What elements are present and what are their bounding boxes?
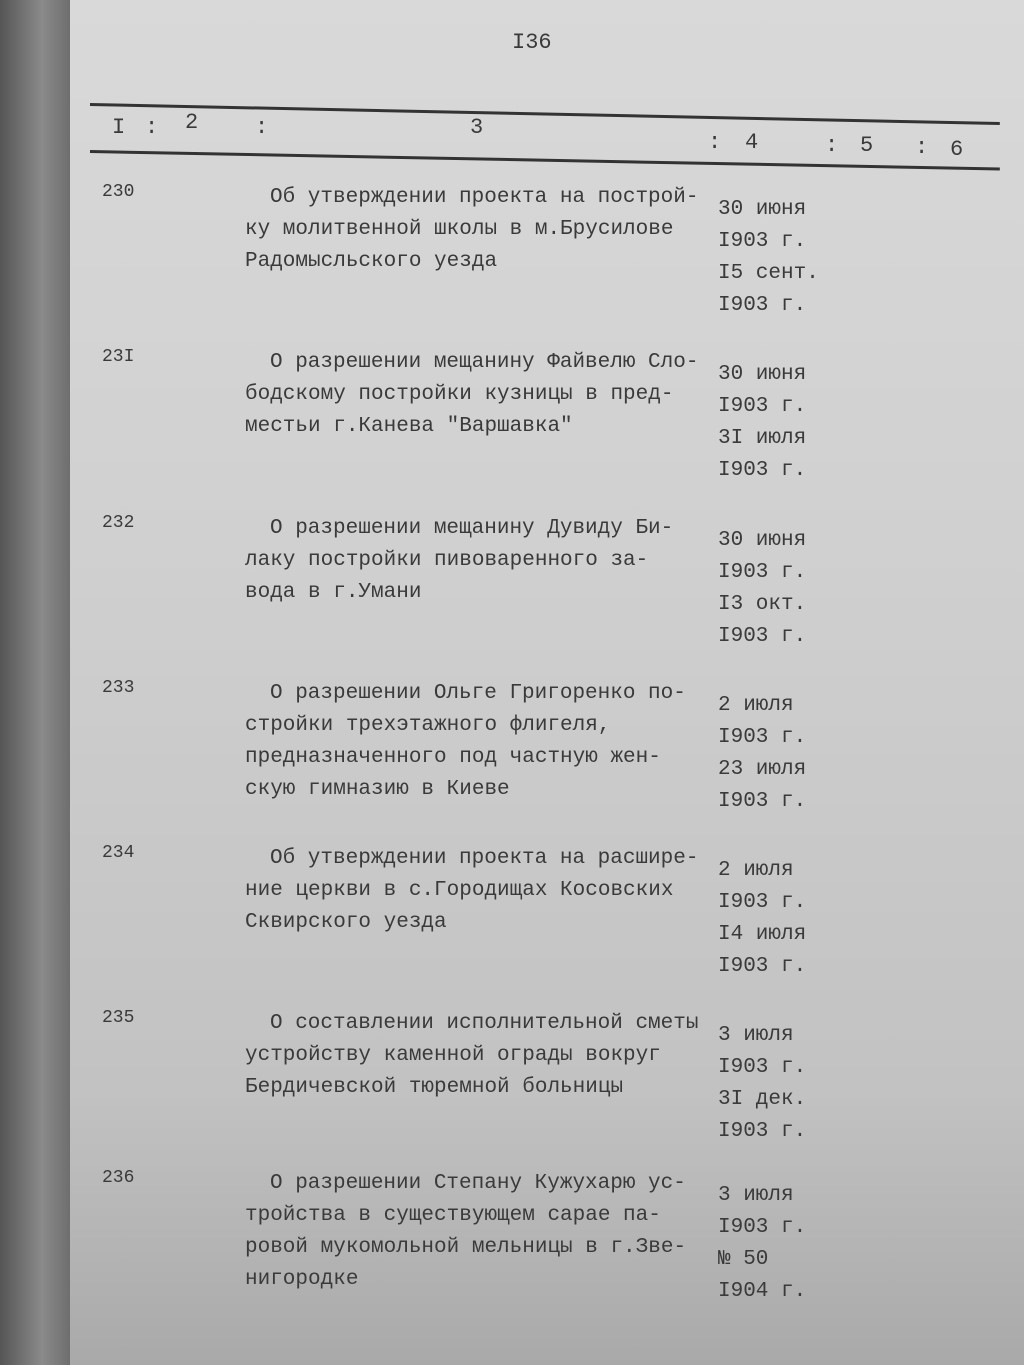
entry-number: 230 (102, 182, 135, 202)
description-line: О разрешении Ольге Григоренко по- (270, 682, 686, 705)
date-line: I903 г. (718, 955, 807, 978)
description-line: Сквирского уезда (245, 911, 447, 934)
date-line: I903 г. (718, 790, 807, 813)
description-line: О разрешении мещанину Файвелю Сло- (270, 351, 699, 374)
description-line: ку молитвенной школы в м.Брусилове (245, 218, 674, 241)
entry-number: 232 (102, 513, 135, 533)
date-line: I903 г. (718, 1216, 807, 1239)
date-line: I904 г. (718, 1280, 807, 1303)
date-line: I5 сент. (718, 262, 819, 285)
description-line: стройки трехэтажного флигеля, (245, 714, 611, 737)
date-line: 2 июля (718, 694, 794, 717)
description-line: О разрешении мещанину Дувиду Би- (270, 517, 674, 540)
description-line: местьи г.Канева "Варшавка" (245, 415, 573, 438)
description-line: скую гимназию в Киеве (245, 778, 510, 801)
col-sep: : (915, 135, 929, 160)
entry-dates (718, 525, 806, 653)
date-line: I3 окт. (718, 593, 807, 616)
entry-description (245, 182, 698, 278)
date-line: I903 г. (718, 726, 807, 749)
date-line: 2 июля (718, 859, 794, 882)
col-sep: : (708, 130, 722, 155)
entry (0, 843, 1024, 1003)
description-line: О разрешении Степану Кужухарю ус- (270, 1172, 686, 1195)
entry (0, 678, 1024, 838)
date-line: I903 г. (718, 230, 807, 253)
date-line: I903 г. (718, 459, 807, 482)
entry-description (245, 347, 698, 443)
col-header-4: 4 (745, 130, 759, 155)
description-line: лаку постройки пивоваренного за- (245, 549, 649, 572)
col-header-6: 6 (950, 137, 964, 162)
description-line: предназначенного под частную жен- (245, 746, 661, 769)
description-line: Об утверждении проекта на построй- (270, 186, 699, 209)
page-number: I36 (512, 30, 552, 55)
entry-description (245, 1168, 686, 1296)
col-sep: : (145, 115, 159, 140)
date-line: 3I июля (718, 427, 807, 450)
date-line: 3 июля (718, 1184, 794, 1207)
date-line: 30 июня (718, 529, 807, 552)
date-line: 23 июля (718, 758, 807, 781)
entry-dates (718, 359, 806, 487)
entry (0, 347, 1024, 507)
entry-description (245, 843, 698, 939)
col-sep: : (825, 133, 839, 158)
entry-dates (718, 855, 806, 983)
date-line: 30 июня (718, 363, 807, 386)
col-sep: : (255, 115, 269, 140)
date-line: 3 июля (718, 1024, 794, 1047)
description-line: ние церкви в с.Городищах Косовских (245, 879, 674, 902)
description-line: нигородке (245, 1268, 359, 1291)
date-line: 30 июня (718, 198, 807, 221)
entry-number: 234 (102, 843, 135, 863)
entry (0, 182, 1024, 342)
col-header-1: I (112, 115, 126, 140)
date-line: I903 г. (718, 1120, 807, 1143)
date-line: I903 г. (718, 294, 807, 317)
description-line: устройству каменной ограды вокруг (245, 1044, 661, 1067)
col-header-2: 2 (185, 110, 199, 135)
date-line: I903 г. (718, 891, 807, 914)
entry-number: 235 (102, 1008, 135, 1028)
entry-dates (718, 194, 819, 322)
col-header-3: 3 (470, 115, 484, 140)
entry-number: 233 (102, 678, 135, 698)
entry-description (245, 513, 673, 609)
entry (0, 1008, 1024, 1168)
entry (0, 1168, 1024, 1328)
date-line: I903 г. (718, 561, 807, 584)
date-line: I4 июля (718, 923, 807, 946)
entry-number: 23I (102, 347, 135, 367)
entry-dates (718, 1180, 806, 1308)
description-line: вода в г.Умани (245, 581, 422, 604)
col-header-5: 5 (860, 133, 874, 158)
date-line: 3I дек. (718, 1088, 807, 1111)
entry-dates (718, 690, 806, 818)
description-line: бодскому постройки кузницы в пред- (245, 383, 674, 406)
description-line: тройства в существующем сарае па- (245, 1204, 661, 1227)
description-line: ровой мукомольной мельницы в г.Зве- (245, 1236, 687, 1259)
date-line: I903 г. (718, 395, 807, 418)
entry-description (245, 1008, 698, 1104)
description-line: Об утверждении проекта на расшире- (270, 847, 699, 870)
entry-number: 236 (102, 1168, 135, 1188)
description-line: Бердичевской тюремной больницы (245, 1076, 624, 1099)
date-line: № 50 (718, 1248, 769, 1271)
description-line: Радомысльского уезда (245, 250, 498, 273)
entry (0, 513, 1024, 673)
entry-dates (718, 1020, 806, 1148)
entry-description (245, 678, 686, 806)
date-line: I903 г. (718, 1056, 807, 1079)
description-line: О составлении исполнительной сметы (270, 1012, 699, 1035)
date-line: I903 г. (718, 625, 807, 648)
